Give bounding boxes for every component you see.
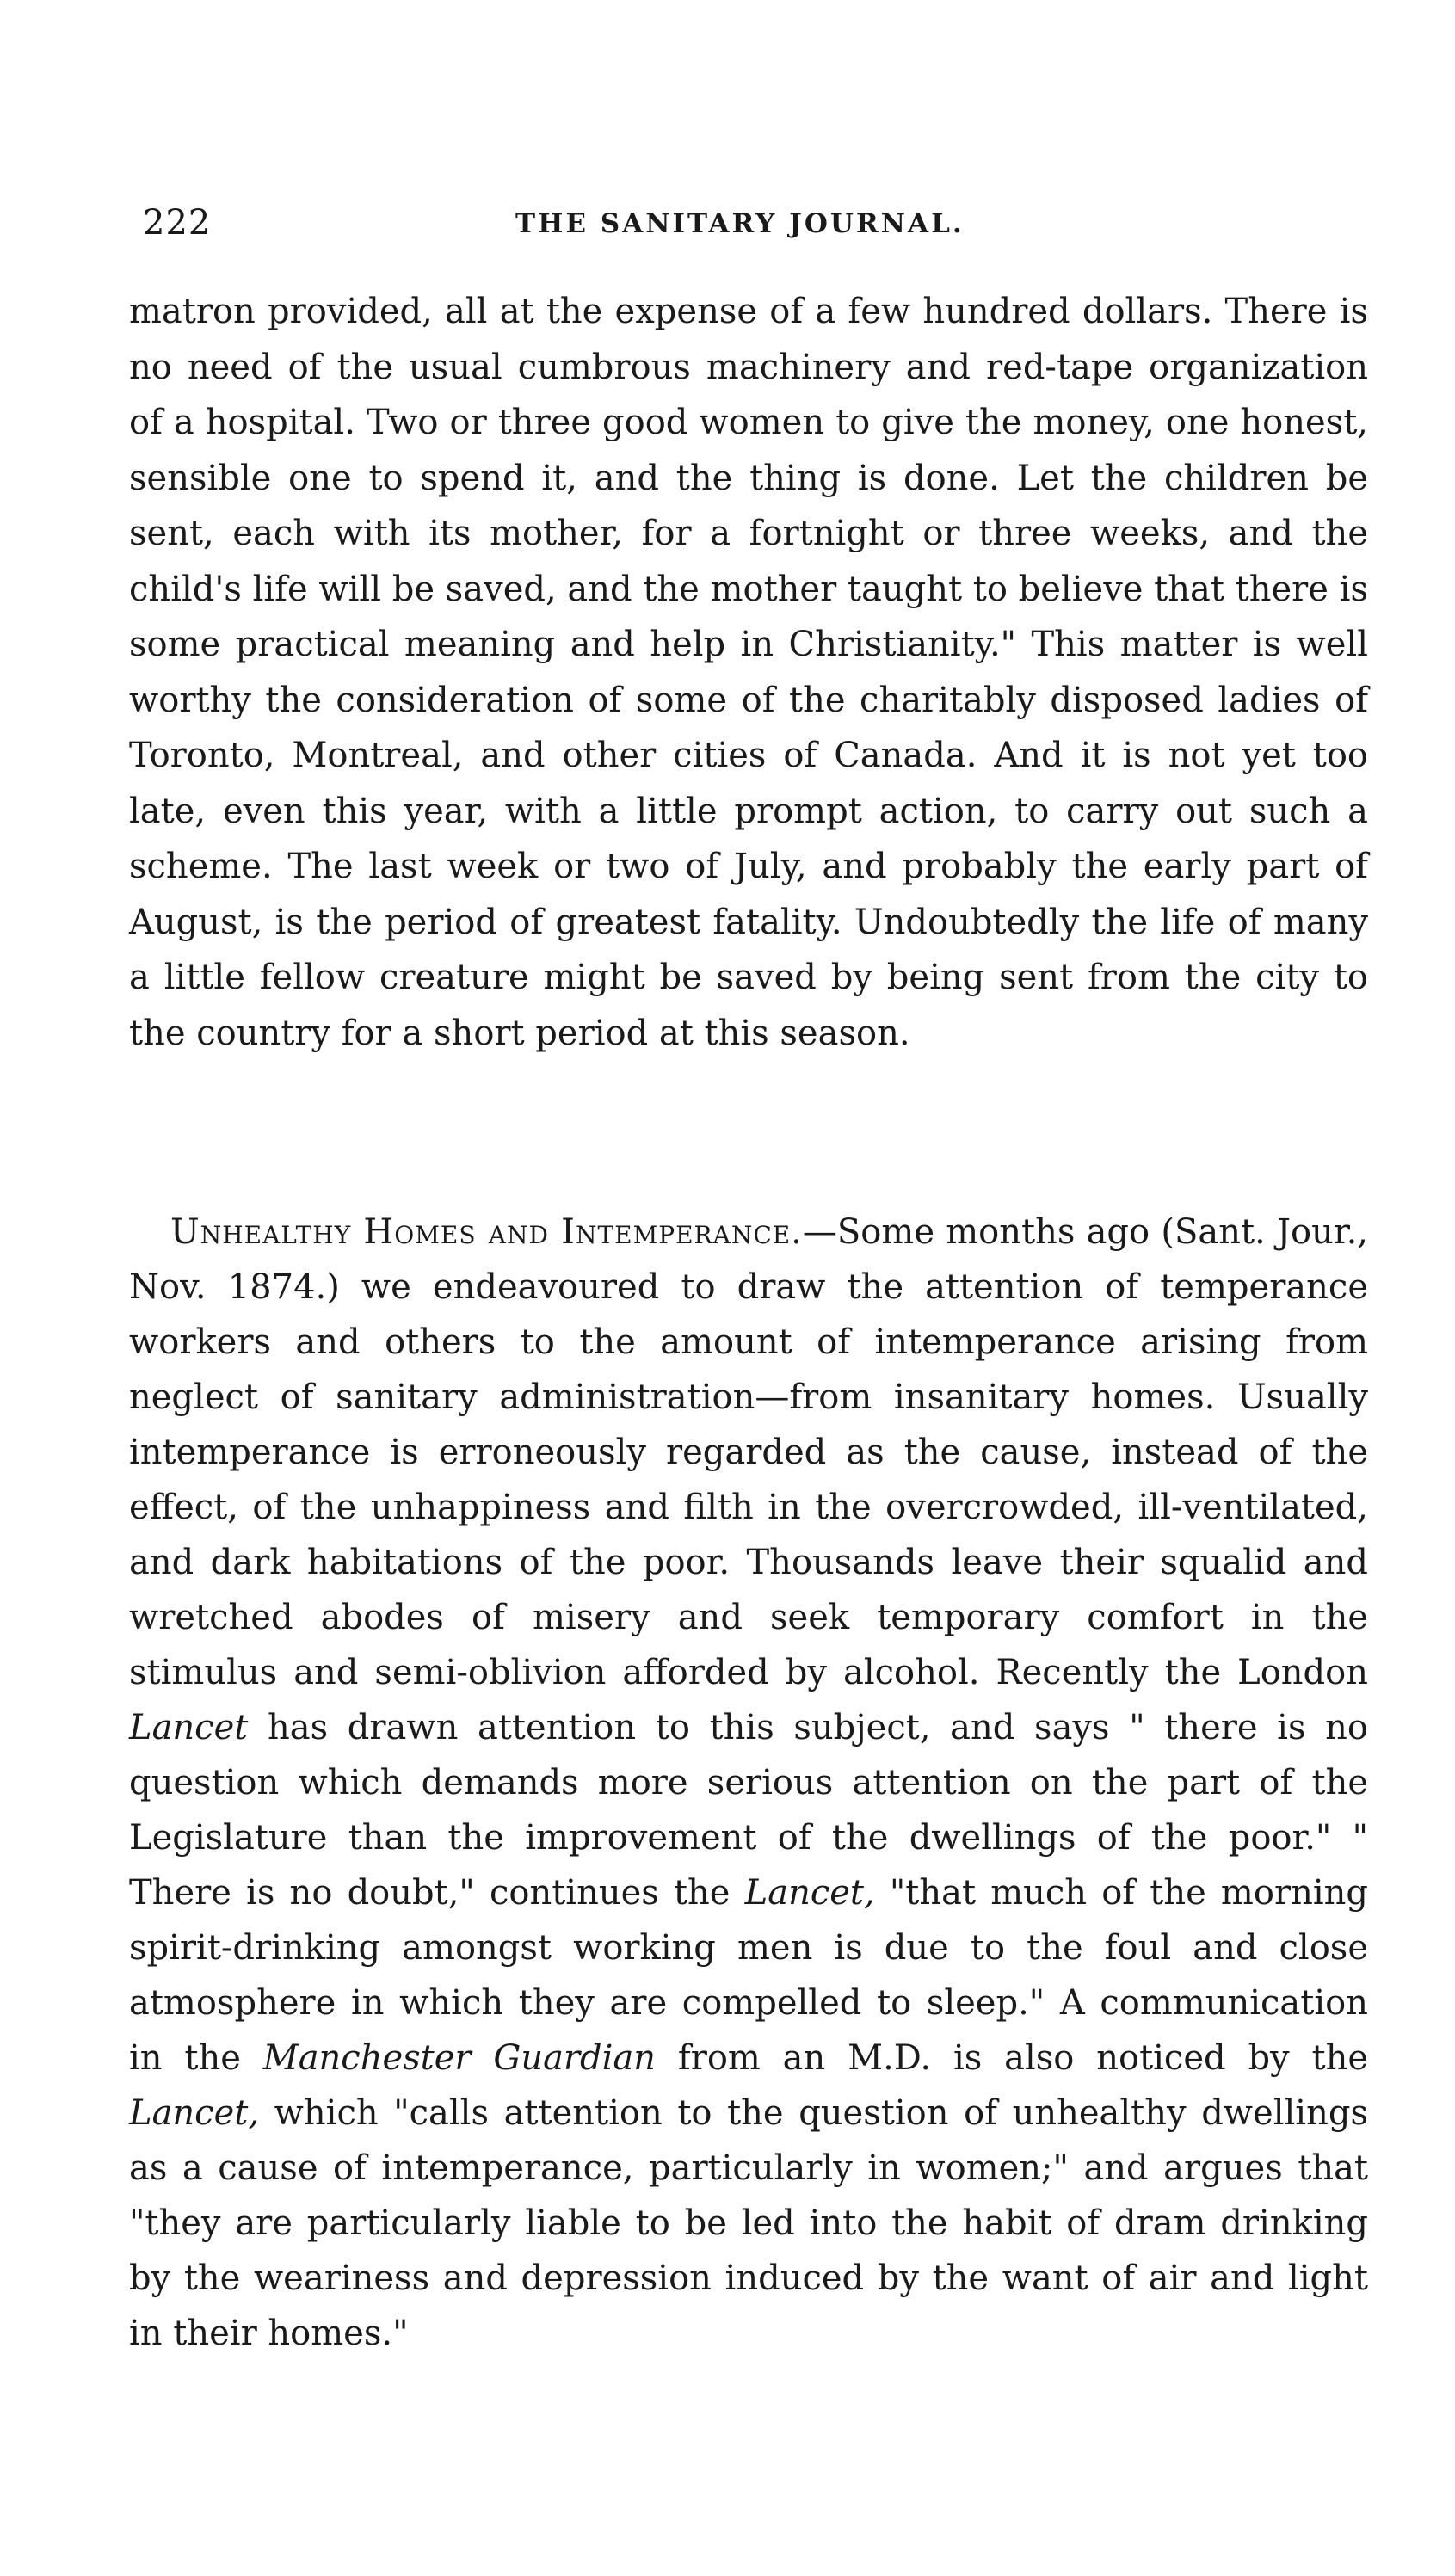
running-head [143,203,1365,255]
journal-title: THE SANITARY JOURNAL. [515,208,965,239]
journal-citation: (Sant. Jour., Nov. 1874.) [129,1212,1369,1307]
paragraph-2-text: we endeavoured to draw the attention of temperance workers and others to the amount of intemperance arising from neglect of sanitary administration—from insanitary homes. Usually intemperance is erroneously regarded as the cause, instead of the effect, of the unhappiness and filth in the overcrowded, ill-ventilated, and dark habitations of the poor. Thousands leave their squalid and wretched abodes of misery and seek temporary comfort in the stimulus and semi-oblivion afforded by alcohol. Recently the London [129,1267,1368,1692]
paragraph-2-text: "that much of the morning spirit-drinking amongst working men is due to the foul and close atmosphere in which they are compelled to sleep." A communication in the [129,1873,1368,2078]
paragraph-2 [129,1205,1368,2361]
paragraph-2-text: which "calls attention to the question of unhealthy dwellings as a cause of intemperance, particularly in women;" and argues that "they are particularly liable to be led into the habit of dram drinking by the weariness and depression induced by the want of air and light in their homes." [129,2093,1368,2353]
paragraph-2-text: —Some months ago [802,1212,1162,1252]
lancet-reference: Lancet, [129,2093,260,2133]
manchester-guardian-reference: Manchester Guardian [262,2038,657,2078]
paragraph-1: matron provided, all at the expense of a few hundred dollars. There is no need of the usual cumbrous machinery and red-tape organization of a hospital. Two or three good women to give the money, one honest, sensible one to spend it, and the thing is done. Let the children be sent, each with its mother, for a fortnight or three weeks, and the child's life will be saved, and the mother taught to believe that there is some practical meaning and help in Christianity." This matter is well worthy the consideration of some of the charitably disposed ladies of Toronto, Montreal, and other cities of Canada. And it is not yet too late, even this year, with a little prompt action, to carry out such a scheme. The last week or two of July, and probably the early part of August, is the period of greatest fatality. Undoubtedly the life of many a little fellow creature might be saved by being sent from the city to the country for a short period at this season. [129,292,1368,1053]
lancet-reference: Lancet [129,1708,249,1747]
paragraph-2-text: has drawn attention to this subject, and says " there is no question which demands more serious attention on the part of the Legislature than the improvement of the dwellings of the poor." " There is no doubt," continues the [129,1708,1368,1913]
section-heading: Unhealthy Homes and Intemperance. [170,1212,803,1252]
lancet-reference: Lancet, [744,1873,875,1913]
paragraph-2-text: from an M.D. is also noticed by the [656,2038,1368,2078]
page-number: 222 [143,203,212,243]
